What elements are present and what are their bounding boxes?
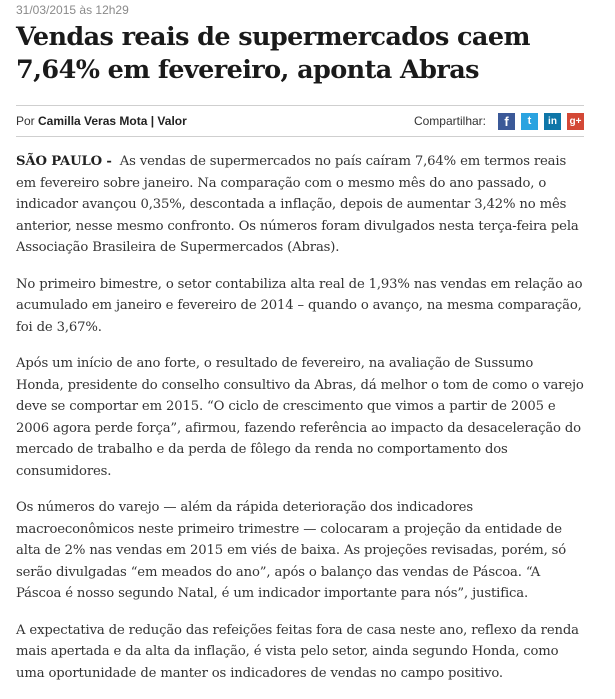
twitter-share-button[interactable] (521, 113, 538, 130)
facebook-share-button[interactable] (498, 113, 515, 130)
share-label: Compartilhar: (413, 114, 486, 128)
byline-prefix: Por (16, 114, 39, 128)
byline-author[interactable]: Camilla Veras Mota | Valor (38, 114, 187, 128)
linkedin-share-button[interactable] (544, 113, 561, 130)
paragraph: No primeiro bimestre, o setor contabiliza alta real de 1,93% nas vendas em relação ao acumulado em janeiro e fevereiro de 2014 – quando o avanço, na mesma comparação, foi de 3,67%. (16, 276, 583, 335)
article-timestamp: 31/03/2015 às 12h29 (16, 3, 129, 17)
paragraph-text: As vendas de supermercados no país caíram 7,64% em termos reais em fevereiro sobre janeiro. Na comparação com o mesmo mês do ano passado, o indicador avançou 0,35%, descontada a inflação, depois de aumentar 3,42% no mês anterior, nesse mesmo confronto. Os números foram divulgados nesta terça-feira pela Associação Brasileira de Supermercados (Abras). (16, 154, 579, 255)
article-headline: Vendas reais de supermercados caem 7,64% em fevereiro, aponta Abras (16, 22, 530, 85)
article (16, 0, 584, 699)
paragraph: Os números do varejo — além da rápida deterioração dos indicadores macroeconômicos neste primeiro trimestre — colocaram a projeção da entidade de alta de 2% nas vendas em 2015 em viés de baixa. As projeções revisadas, porém, só serão divulgadas “em meados do ano”, após o balanço das vendas de Páscoa. “A Páscoa é nosso segundo Natal, é um indicador importante para nós”, justifica. (16, 500, 567, 601)
google-plus-icon: g+ (569, 115, 582, 127)
article-body (16, 151, 584, 684)
dateline: SÃO PAULO - (16, 154, 112, 169)
paragraph (16, 151, 584, 259)
paragraph: Após um início de ano forte, o resultado de fevereiro, na avaliação de Sussumo Honda, presidente do conselho consultivo da Abras, dá melhor o tom de como o varejo deve se comportar em 2015. “O ciclo de crescimento que vimos a partir de 2005 e 2006 agora perde força”, afirmou, fazendo referência ao impacto da desaceleração do mercado de trabalho e da perda de fôlego da renda no comportamento dos consumidores. (16, 356, 584, 479)
google-plus-share-button[interactable] (567, 113, 584, 130)
byline-bar (16, 105, 584, 137)
byline (16, 114, 187, 128)
paragraph: A expectativa de redução das refeições feitas fora de casa neste ano, reflexo da renda mais apertada e da alta da inflação, é vista pelo setor, ainda segundo Honda, como uma oportunidade de manter os indicadores de vendas no campo positivo. (16, 622, 579, 681)
twitter-icon: t (527, 115, 532, 127)
share-bar (414, 113, 584, 130)
facebook-icon: f (504, 113, 509, 129)
linkedin-icon: in (548, 115, 557, 127)
